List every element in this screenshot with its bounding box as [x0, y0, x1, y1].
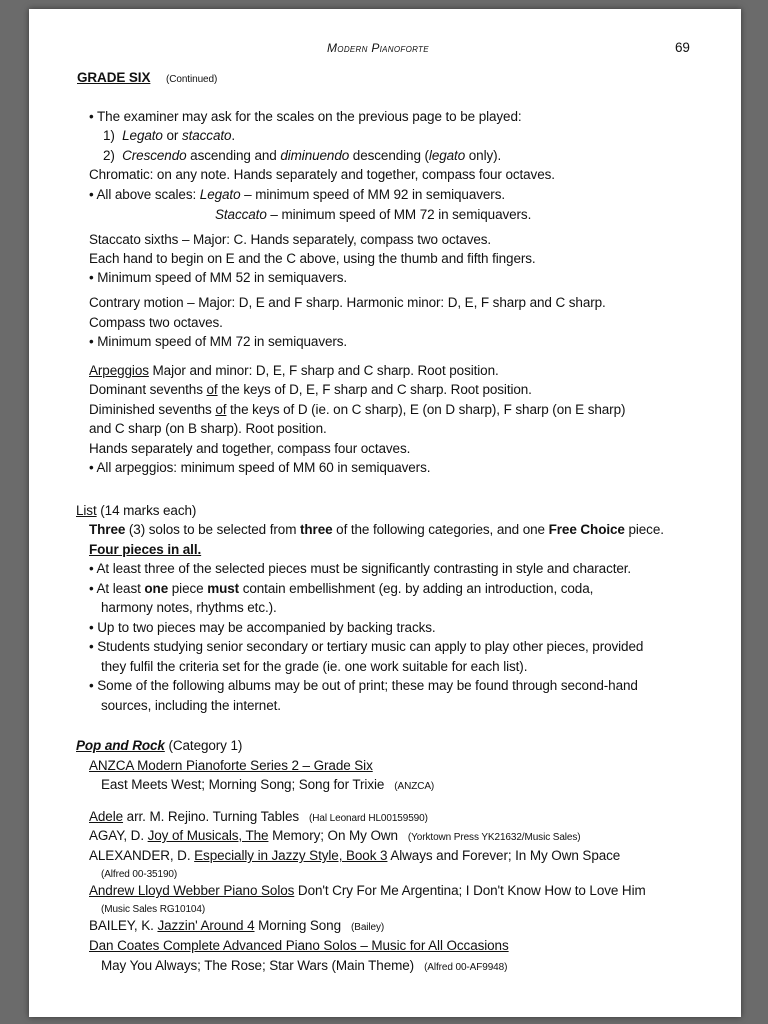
grade-note: (Continued)	[166, 74, 218, 85]
grade-title: GRADE SIX	[77, 70, 151, 85]
scales-all-legato: • All above scales: Legato – minimum speed of MM 92 in semiquavers.	[89, 187, 506, 202]
list-bullet-2: • At least one piece must contain embellishment (eg. by adding an introduction, coda,	[89, 581, 594, 596]
pop-entry-coates-pieces: May You Always; The Rose; Star Wars (Main Theme) (Alfred 00-AF9948)	[101, 958, 508, 973]
pop-entry-alexander: ALEXANDER, D. Especially in Jazzy Style, Book 3 Always and Forever; In My Own Space	[89, 848, 621, 863]
grade-heading	[77, 69, 217, 88]
list-bullet-2-cont: harmony notes, rhythms etc.).	[101, 600, 277, 615]
arpeggios-line-6: • All arpeggios: minimum speed of MM 60 in semiquavers.	[89, 460, 431, 475]
list-four-pieces: Four pieces in all.	[89, 542, 202, 557]
pop-entry-agay: AGAY, D. Joy of Musicals, The Memory; On My Own (Yorktown Press YK21632/Music Sales)	[89, 828, 581, 843]
list-bullet-5-cont: sources, including the internet.	[101, 698, 281, 713]
list-line-1: Three (3) solos to be selected from three of the following categories, and one Free Choice piece.	[89, 522, 664, 537]
pop-series-pieces: East Meets West; Morning Song; Song for Trixie (ANZCA)	[101, 777, 435, 792]
pop-series-title: ANZCA Modern Pianoforte Series 2 – Grade Six	[89, 758, 373, 773]
contrary-line-3: • Minimum speed of MM 72 in semiquavers.	[89, 334, 348, 349]
list-heading: List (14 marks each)	[76, 503, 197, 518]
scales-option-1: 1) Legato or staccato.	[103, 128, 236, 143]
arpeggios-line-1: Arpeggios Major and minor: D, E, F sharp and C sharp. Root position.	[89, 363, 499, 378]
scales-option-2: 2) Crescendo ascending and diminuendo descending (legato only).	[103, 148, 502, 163]
contrary-line-2: Compass two octaves.	[89, 315, 223, 330]
arpeggios-line-4: and C sharp (on B sharp). Root position.	[89, 421, 327, 436]
list-bullet-5: • Some of the following albums may be out of print; these may be found through second-hand	[89, 678, 638, 693]
arpeggios-line-3: Diminished sevenths of the keys of D (ie. on C sharp), E (on D sharp), F sharp (on E sharp)	[89, 402, 626, 417]
pop-entry-adele: Adele arr. M. Rejino. Turning Tables (Hal Leonard HL00159590)	[89, 809, 428, 824]
pop-entry-coates: Dan Coates Complete Advanced Piano Solos – Music for All Occasions	[89, 938, 509, 953]
scales-all-staccato: Staccato – minimum speed of MM 72 in semiquavers.	[215, 207, 532, 222]
running-header: Modern Pianoforte	[327, 41, 429, 55]
arpeggios-line-5: Hands separately and together, compass four octaves.	[89, 441, 411, 456]
sixths-line-3: • Minimum speed of MM 52 in semiquavers.	[89, 270, 348, 285]
pop-entry-lloyd-webber: Andrew Lloyd Webber Piano Solos Don't Cry For Me Argentina; I Don't Know How to Love Him	[89, 883, 646, 898]
list-bullet-4: • Students studying senior secondary or tertiary music can apply to play other pieces, provided	[89, 639, 644, 654]
list-bullet-4-cont: they fulfil the criteria set for the grade (ie. one work suitable for each list).	[101, 659, 528, 674]
pop-entry-lloyd-webber-pub: (Music Sales RG10104)	[101, 904, 206, 915]
scales-chromatic: Chromatic: on any note. Hands separately and together, compass four octaves.	[89, 167, 555, 182]
sixths-line-2: Each hand to begin on E and the C above, using the thumb and fifth fingers.	[89, 251, 536, 266]
pop-entry-alexander-pub: (Alfred 00-35190)	[101, 869, 178, 880]
page-number: 69	[675, 40, 690, 55]
pop-entry-bailey: BAILEY, K. Jazzin' Around 4 Morning Song (Bailey)	[89, 918, 385, 933]
scales-intro: • The examiner may ask for the scales on the previous page to be played:	[89, 109, 522, 124]
list-bullet-3: • Up to two pieces may be accompanied by backing tracks.	[89, 620, 436, 635]
contrary-line-1: Contrary motion – Major: D, E and F sharp. Harmonic minor: D, E, F sharp and C sharp.	[89, 295, 606, 310]
document-page	[29, 9, 741, 1017]
list-bullet-1: • At least three of the selected pieces must be significantly contrasting in style and character.	[89, 561, 632, 576]
sixths-line-1: Staccato sixths – Major: C. Hands separately, compass two octaves.	[89, 232, 492, 247]
arpeggios-line-2: Dominant sevenths of the keys of D, E, F sharp and C sharp. Root position.	[89, 382, 532, 397]
pop-heading: Pop and Rock (Category 1)	[76, 738, 243, 753]
